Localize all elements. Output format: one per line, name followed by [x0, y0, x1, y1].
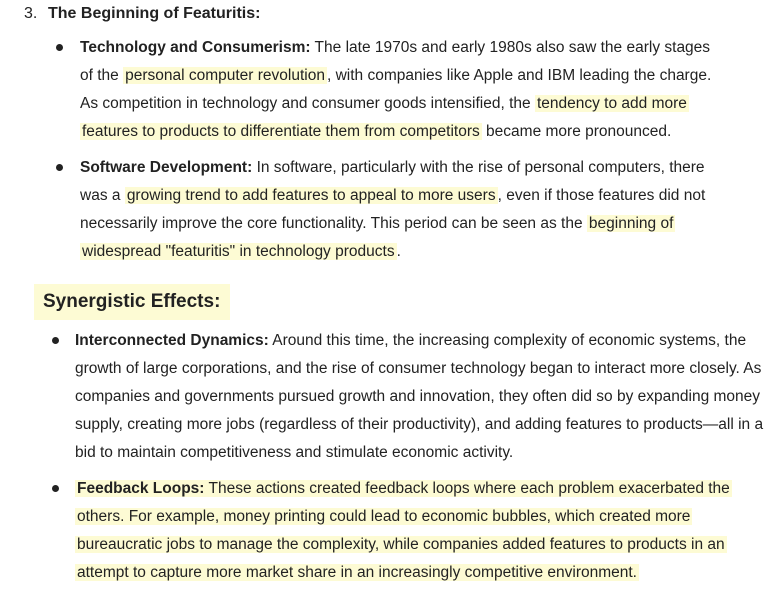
- heading-number: 3.: [24, 5, 38, 22]
- item-text: became more pronounced.: [481, 123, 672, 140]
- highlight: [75, 480, 732, 581]
- highlight: tendency to add more features to products to differentiate them from competitors: [82, 95, 687, 140]
- list-item: [52, 475, 764, 587]
- bullet-icon: [56, 164, 63, 171]
- item-term: Interconnected Dynamics:: [75, 332, 269, 349]
- list-item: [52, 327, 764, 467]
- numbered-heading: [24, 4, 260, 24]
- section-heading: Synergistic Effects:: [34, 284, 230, 320]
- featuritis-list: [56, 34, 726, 266]
- item-term: Feedback Loops:: [77, 480, 205, 497]
- item-text: , with companies like Apple and IBM leading the charge. As competition in technology and consumer goods intensified, the: [80, 67, 712, 112]
- bullet-icon: [56, 44, 63, 51]
- item-text: , even if those features did not necessarily improve the core functionality. This period can be seen as the: [80, 187, 706, 232]
- item-text: The late 1970s and early 1980s also saw the early stages of the: [80, 39, 711, 84]
- bullet-icon: [52, 485, 59, 492]
- item-term: Technology and Consumerism:: [80, 39, 311, 56]
- list-item: [56, 154, 726, 266]
- item-text: These actions created feedback loops where each problem exacerbated the others. For example, money printing could lead to economic bubbles, which created more bureaucratic jobs to manage the complexity, while companies added features to products in an attempt to capture more market share in an increasingly competitive environment.: [77, 480, 730, 581]
- highlight: growing trend to add features to appeal to more users: [126, 187, 496, 204]
- synergy-list: [52, 327, 764, 587]
- highlight: beginning of widespread "featuritis" in technology products: [82, 215, 674, 260]
- item-term: Software Development:: [80, 159, 253, 176]
- item-text: .: [396, 243, 401, 260]
- highlight: personal computer revolution: [125, 67, 325, 84]
- heading-title: The Beginning of Featuritis:: [48, 5, 261, 22]
- item-text: In software, particularly with the rise of personal computers, there was a: [80, 159, 705, 204]
- bullet-icon: [52, 337, 59, 344]
- list-item: [56, 34, 726, 146]
- item-text: Around this time, the increasing complexity of economic systems, the growth of large corporations, and the rise of consumer technology began to interact more closely. As companies and governments pursued growth and innovation, they often did so by expanding money supply, creating more jobs (regardless of their productivity), and adding features to products—all in a bid to maintain competitiveness and stimulate economic activity.: [75, 332, 764, 461]
